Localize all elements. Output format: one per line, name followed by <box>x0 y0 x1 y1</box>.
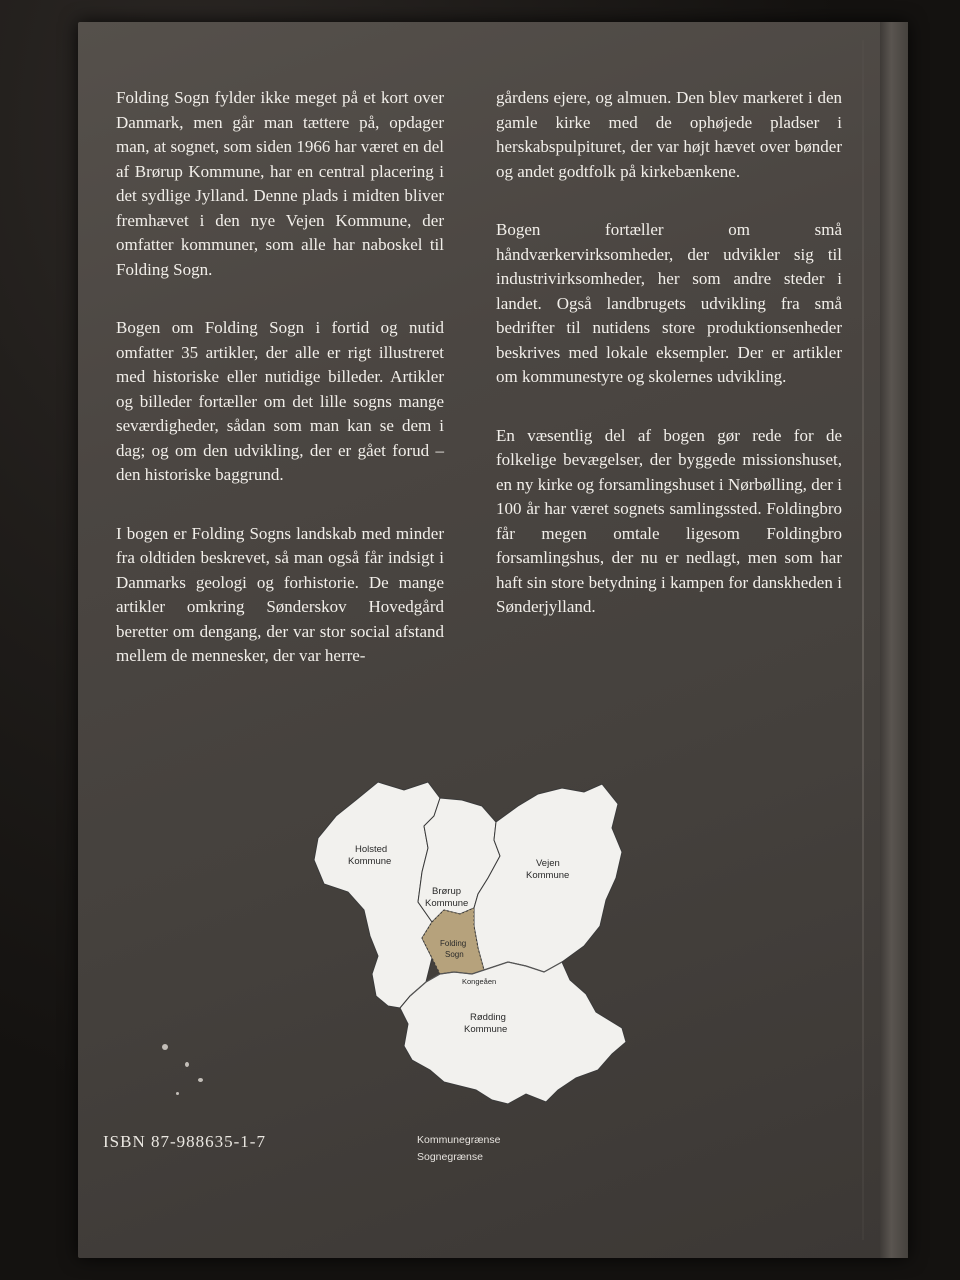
label-vejen-line1: Vejen <box>536 858 560 869</box>
book-spine-edge <box>880 22 908 1258</box>
cover-speck <box>162 1044 168 1050</box>
isbn-number: ISBN 87-988635-1-7 <box>103 1132 266 1151</box>
map-regions <box>314 782 626 1104</box>
label-rodding-line1: Rødding <box>470 1012 506 1023</box>
cover-hinge-line <box>862 40 864 1240</box>
municipality-map <box>300 760 640 1120</box>
label-folding-line1: Folding <box>440 939 467 948</box>
label-brorup-line1: Brørup <box>432 886 462 897</box>
paragraph-intro: Folding Sogn fylder ikke meget på et kort over Danmark, men går man tættere på, opdager man, at sognet, som siden 1966 har været en del af Brørup Kommune, har en central placering i det sydlige Jylland. Denne plads i midten bliver fremhævet i den nye Vejen Kommune, der omfatter kommuner, som alle har naboskel til Folding Sogn. <box>116 88 444 279</box>
cover-speck <box>198 1078 203 1082</box>
legend-row-kommunegraense <box>417 1132 557 1149</box>
paragraph-crafts: Bogen fortæller om små håndværkervirksomheder, der udvikler sig til industrivirksomheder, her som andre steder i landet. Også landbrugets udvikling fra små bedrifter til nutidens store produktionsenheder beskrives med lokale eksempler. Der er artikler om kommunestyre og skolernes udvikling. <box>496 220 842 386</box>
label-vejen-line2: Kommune <box>526 870 570 881</box>
paragraph-landscape: I bogen er Folding Sogns landskab med minder fra oldtiden beskrevet, så man også får indsigt i Danmarks geologi og forhistorie. De mange artikler omkring Sønderskov Hovedgård beretter om dengang, der var stor social afstand mellem de mennesker, der var herre- <box>116 523 444 665</box>
label-kongeaen: Kongeåen <box>462 977 497 986</box>
paragraph-manor: gårdens ejere, og almuen. Den blev markeret i den gamle kirke med de ophøjede pladser i herskabspulpituret, der var højt hævet over bønder og andet godtfolk på kirkebænkene. <box>496 88 842 181</box>
label-rodding-line2: Kommune <box>464 1024 508 1035</box>
legend-label-sognegraense: Sognegrænse <box>417 1151 483 1163</box>
label-brorup-line2: Kommune <box>425 898 469 909</box>
paragraph-movements: En væsentlig del af bogen gør rede for de folkelige bevægelser, der byggede missionshuset, en ny kirke og forsamlingshuset i Nørbølling, der i 100 år har været sognets samlingssted. Foldingbro får megen omtale ligesom Foldingbro forsamlingshus, der nu er nedlagt, men som har haft sin store betydning i kampen for danskheden i Sønderjylland. <box>496 425 842 616</box>
label-folding-line2: Sogn <box>445 950 464 959</box>
cover-speck <box>176 1092 179 1095</box>
paragraph-book-content: Bogen om Folding Sogn i fortid og nutid omfatter 35 artikler, der alle er rigt illustreret med historiske eller nutidige billeder. Artikler og billeder fortæller om det lille sogns mange seværdigheder, sådan som man kan se dem i dag; og om den udvikling, der er gået forud – den historiske baggrund. <box>116 318 444 484</box>
text-column-left <box>116 86 444 669</box>
legend-label-kommunegraense: Kommunegrænse <box>417 1134 501 1146</box>
map-legend <box>417 1132 557 1166</box>
region-rodding <box>400 962 626 1104</box>
label-holsted-line2: Kommune <box>348 856 392 867</box>
legend-row-sognegraense <box>417 1149 557 1166</box>
text-column-right <box>496 86 842 620</box>
cover-speck <box>185 1062 189 1067</box>
label-holsted-line1: Holsted <box>355 844 388 855</box>
